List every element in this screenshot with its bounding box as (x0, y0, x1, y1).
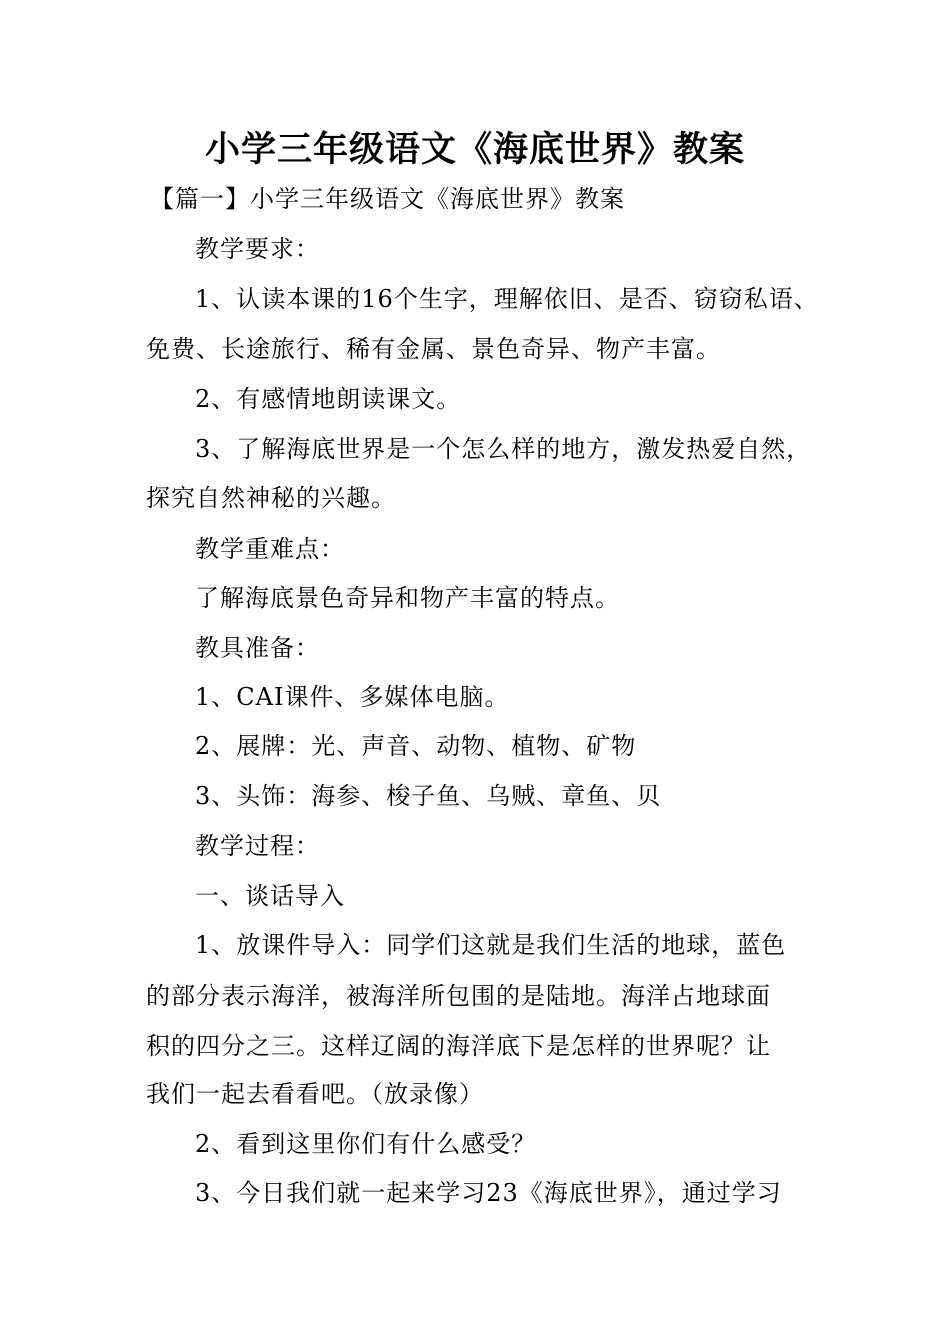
paragraph-line: 2、有感情地朗读课文。 (195, 385, 462, 413)
paragraph-line: 教学要求： (195, 235, 320, 263)
paragraph-line: 2、展牌：光、声音、动物、植物、矿物 (195, 732, 637, 760)
paragraph-line: 教具准备： (195, 634, 320, 662)
paragraph-line: 免费、长途旅行、稀有金属、景色奇异、物产丰富。 (146, 335, 721, 363)
paragraph-line: 了解海底景色奇异和物产丰富的特点。 (195, 584, 620, 612)
paragraph-line: 一、谈话导入 (195, 882, 345, 910)
paragraph-line: 积的四分之三。这样辽阔的海洋底下是怎样的世界呢？让 (146, 1032, 771, 1060)
paragraph-line: 1、CAI课件、多媒体电脑。 (195, 683, 510, 711)
paragraph-line: 探究自然神秘的兴趣。 (146, 484, 396, 512)
paragraph-line: 1、认读本课的16个生字，理解依旧、是否、窃窃私语、 (195, 285, 819, 313)
section-heading: 【篇一】小学三年级语文《海底世界》教案 (150, 185, 625, 213)
document-title: 小学三年级语文《海底世界》教案 (204, 130, 745, 170)
paragraph-line: 3、今日我们就一起来学习23《海底世界》，通过学习 (195, 1179, 782, 1207)
paragraph-line: 教学重难点： (195, 535, 345, 563)
paragraph-line: 的部分表示海洋，被海洋所包围的是陆地。海洋占地球面 (146, 982, 771, 1010)
paragraph-line: 3、了解海底世界是一个怎么样的地方，激发热爱自然， (195, 435, 812, 463)
paragraph-line: 我们一起去看看吧。（放录像） (146, 1080, 484, 1108)
paragraph-line: 教学过程： (195, 832, 320, 860)
paragraph-line: 3、头饰：海参、梭子鱼、乌贼、章鱼、贝 (195, 782, 662, 810)
paragraph-line: 1、放课件导入：同学们这就是我们生活的地球，蓝色 (195, 931, 787, 959)
paragraph-line: 2、看到这里你们有什么感受？ (195, 1130, 537, 1158)
